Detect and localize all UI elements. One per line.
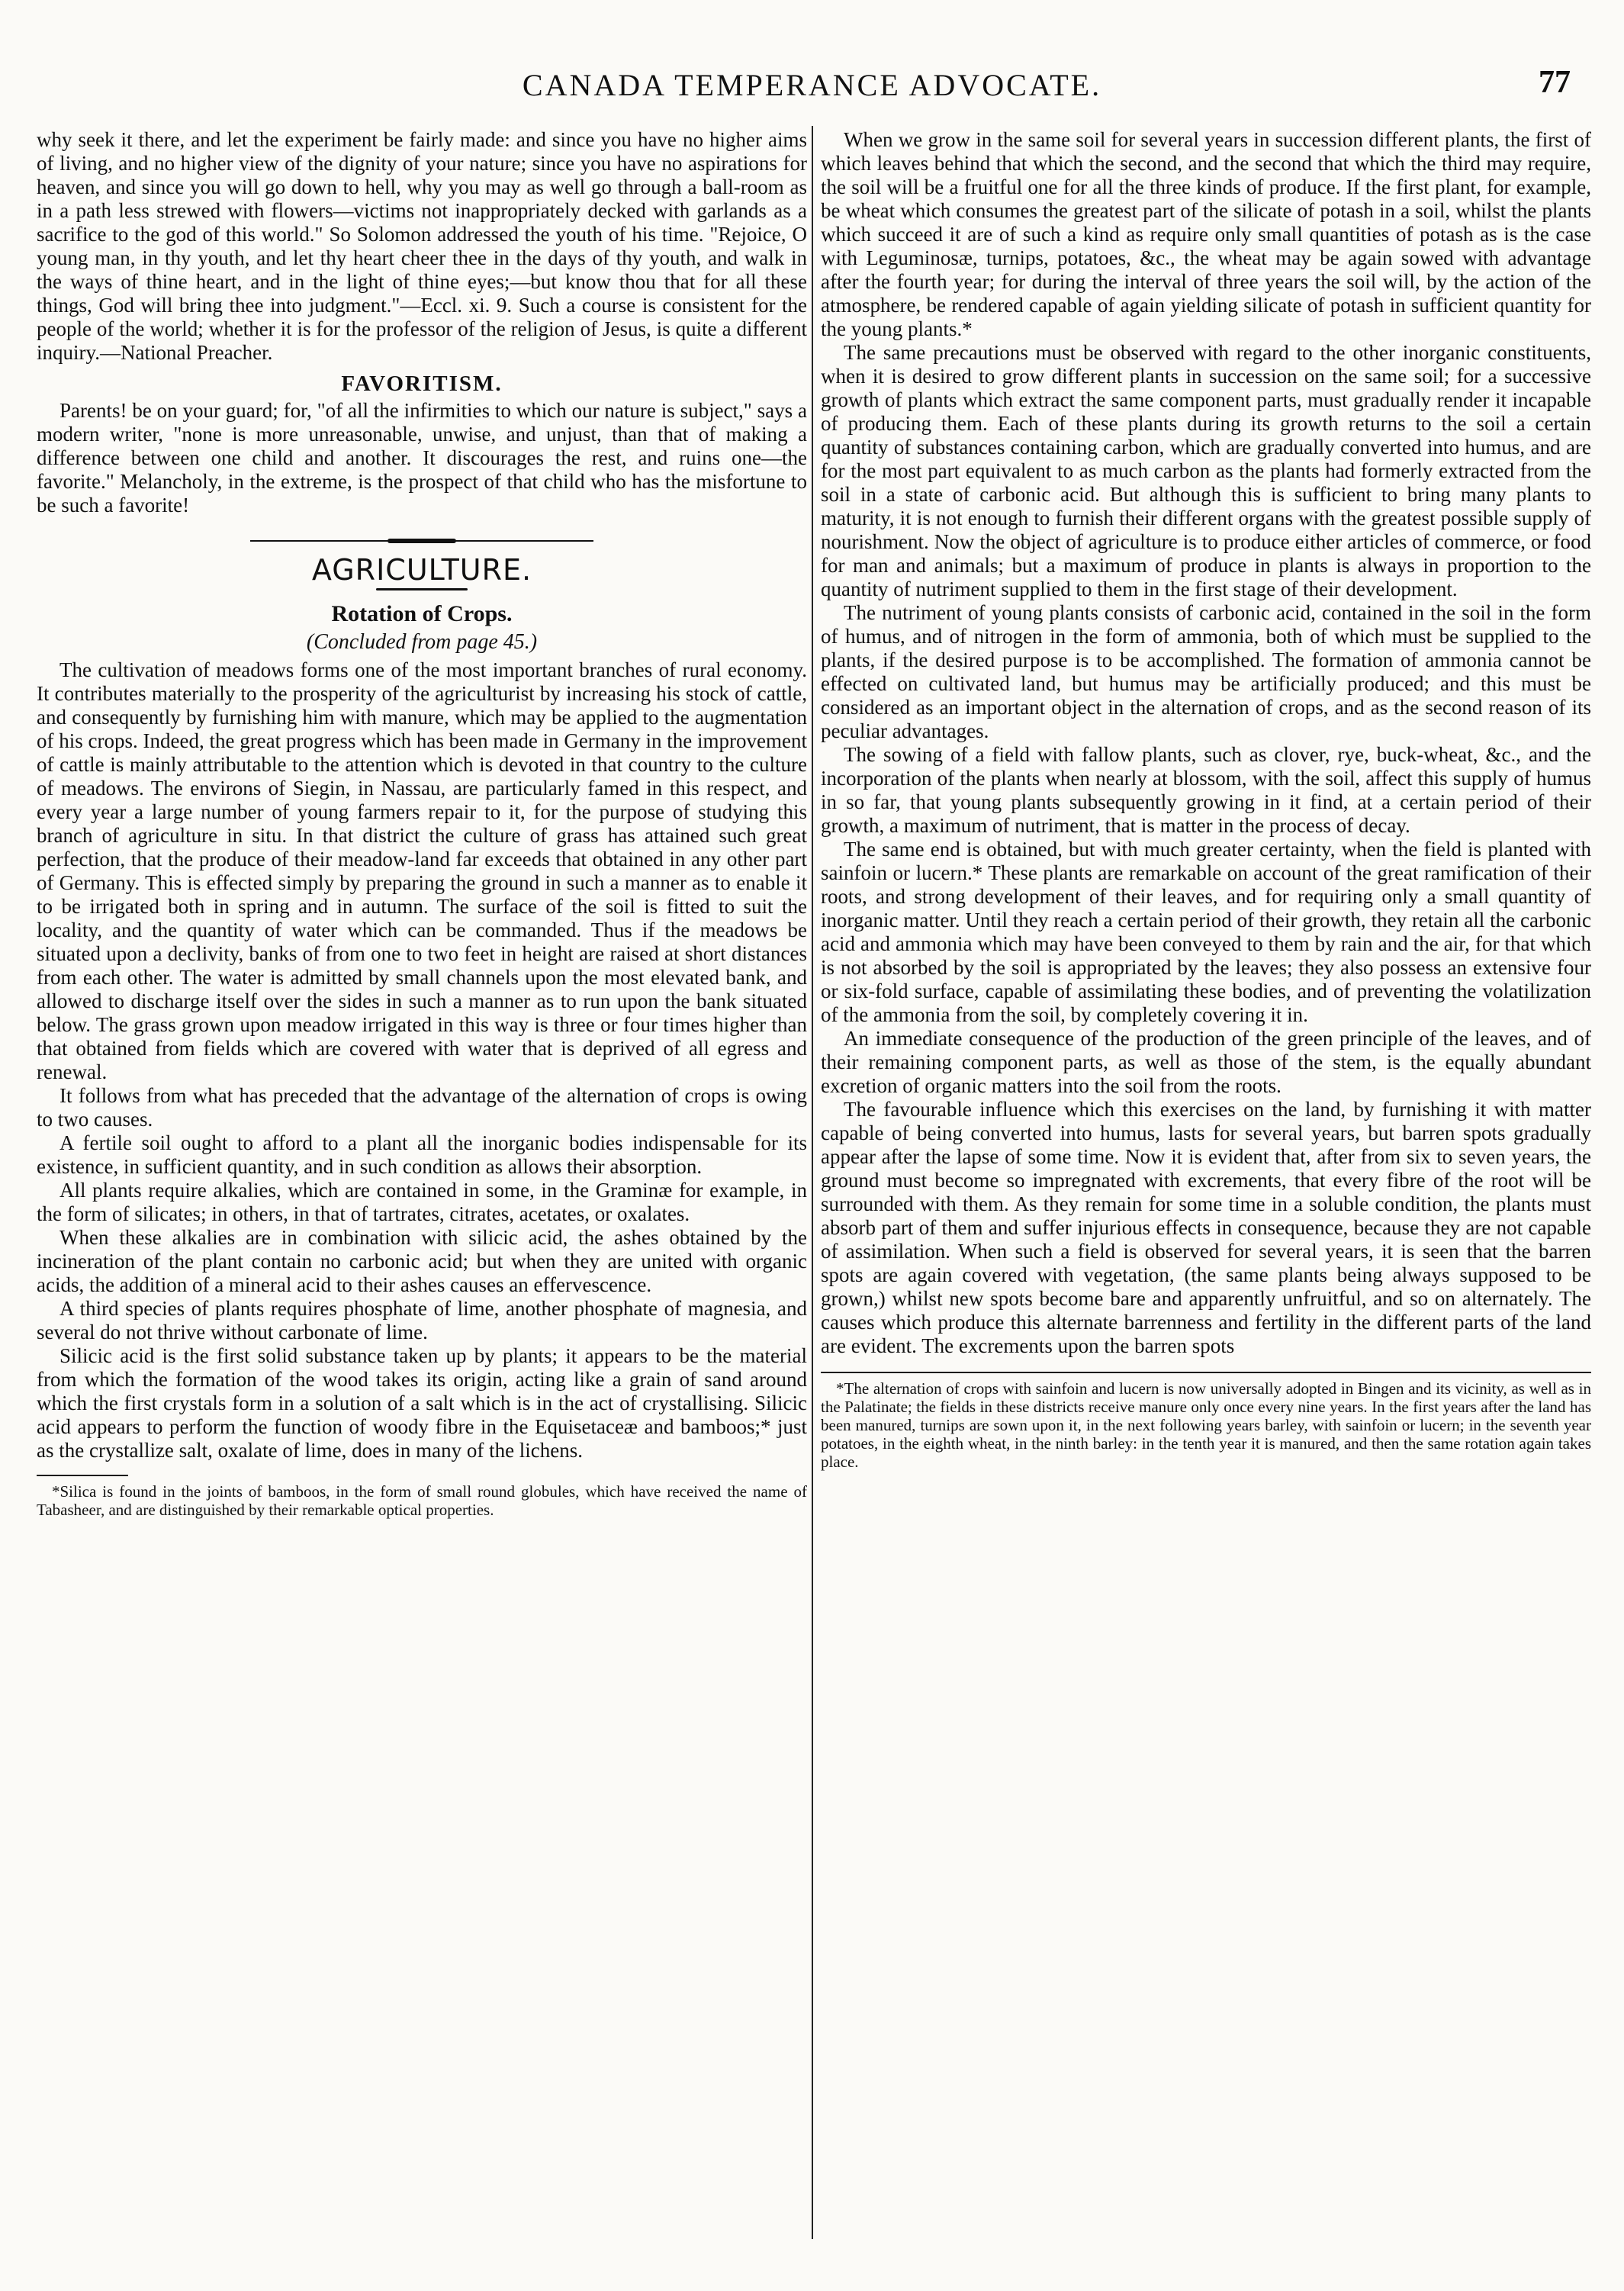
body-paragraph: All plants require alkalies, which are contained in some, in the Graminæ for example, in the form of silicates; in others, in that of tartrates, citrates, acetates, or oxalates.: [37, 1179, 807, 1225]
page-header: [0, 0, 1624, 102]
body-paragraph: When these alkalies are in combination with silicic acid, the ashes obtained by the incineration of the plant contain no carbonic acid; but when they are united with organic acids, the addition of a mineral acid to their ashes causes an effervescence.: [37, 1226, 807, 1296]
footnote-rule: [37, 1475, 128, 1476]
body-paragraph: An immediate consequence of the production of the green principle of the leaves, and of their remaining component parts, as well as those of the stem, is the equally abundant excretion of organic matters into the soil from the roots.: [821, 1027, 1591, 1097]
page-number: 77: [1539, 65, 1571, 100]
favoritism-paragraph: Parents! be on your guard; for, "of all the infirmities to which our nature is subject," says a modern writer, "none is more unreasonable, unwise, and unjust, than that of making a difference between one child and another. It discourages the rest, and ruins one—the favorite." Melancholy, in the extreme, is the prospect of that child who has the misfortune to be such a favorite!: [37, 399, 807, 516]
left-column: [37, 128, 807, 2264]
article-subtitle: (Concluded from page 45.): [306, 630, 538, 654]
section-divider-ornament: [37, 537, 807, 545]
article-title: Rotation of Crops.: [331, 601, 513, 626]
body-paragraph: The sowing of a field with fallow plants, such as clover, rye, buck-wheat, &c., and the incorporation of the plants when nearly at blossom, with the soil, affect this supply of humus in so far, that young plants subsequently growing in it find, at a certain period of their growth, a maximum of nutriment, that is matter in the process of decay.: [821, 743, 1591, 837]
body-paragraph: The cultivation of meadows forms one of the most important branches of rural economy. It contributes materially to the prosperity of the agriculturist by increasing his stock of cattle, and consequently by furnishing him with manure, which may be applied to the augmentation of his crops. Indeed, the great progress which has been made in Germany in the improvement of cattle is mainly attributable to the attention which is devoted in that country to the culture of meadows. The environs of Siegin, in Nassau, are particularly famed in this respect, and every year a large number of young farmers repair to it, for the purpose of studying this branch of agriculture in situ. In that district the culture of grass has attained such great perfection, that the produce of their meadow-land far exceeds that obtained in any other part of Germany. This is effected simply by preparing the ground in such a manner as to enable it to be irrigated both in spring and in autumn. The surface of the soil is fitted to suit the locality, and the quantity of water which can be commanded. Thus if the meadows be situated upon a declivity, banks of from one to two feet in height are raised at short distances from each other. The water is admitted by small channels upon the most elevated bank, and allowed to discharge itself over the sides in such a manner as to run upon the bank situated below. The grass grown upon meadow irrigated in this way is three or four times higher than that obtained from fields which are covered with water that is deprived of all egress and renewal.: [37, 658, 807, 1083]
body-paragraph: The same precautions must be observed with regard to the other inorganic constituents, when it is desired to grow different plants in succession on the same soil; for a successive growth of plants which extract the same component parts, must gradually render it incapable of producing them. Each of these plants during its growth returns to the soil a certain quantity of substances containing carbon, which are gradually converted into humus, and are for the most part equivalent to as much carbon as the plants had formerly extracted from the soil in a state of carbonic acid. But although this is sufficient to bring many plants to maturity, it is not enough to furnish their different organs with the greatest possible supply of nourishment. Now the object of agriculture is to produce either articles of commerce, or food for man and animals; but a maximum of produce in plants is always in proportion to the quantity of nutriment supplied to them in the first stage of their development.: [821, 341, 1591, 600]
body-paragraph: When we grow in the same soil for several years in succession different plants, the first of which leaves behind that which the second, and the second that which the third may require, the soil will be a fruitful one for all the three kinds of produce. If the first plant, for example, be wheat which consumes the greatest part of the silicate of potash in a soil, whilst the plants which succeed it are of such a kind as require only small quantities of potash as is the case with Leguminosæ, turnips, potatoes, &c., the wheat may be again sowed with advantage after the fourth year; for during the interval of three years the soil will, by the action of the atmosphere, be rendered capable of again yielding silicate of potash in sufficient quantity for the young plants.*: [821, 128, 1591, 340]
footnote-rule: [821, 1372, 1591, 1373]
right-column: [821, 128, 1591, 2264]
favoritism-heading: FAVORITISM.: [341, 372, 503, 396]
body-paragraph: The nutriment of young plants consists of carbonic acid, contained in the soil in the form of humus, and of nitrogen in the form of ammonia, both of which must be supplied to the plants, if the desired purpose is to be accomplished. The formation of ammonia cannot be effected on cultivated land, but humus may be artificially produced; and this must be considered as an important object in the alternation of crops, and as the second reason of its peculiar advantages.: [821, 601, 1591, 742]
running-title: CANADA TEMPERANCE ADVOCATE.: [522, 68, 1102, 102]
body-paragraph: The same end is obtained, but with much greater certainty, when the field is planted with sainfoin or lucern.* These plants are remarkable on account of the great ramification of their roots, and strong development of their leaves, and for requiring only a small quantity of inorganic matter. Until they reach a certain period of their growth, they retain all the carbonic acid and ammonia which may have been conveyed to them by rain and the air, for that which is not absorbed by the soil is appropriated by the leaves; they also possess an extensive four or six-fold surface, capable of assimilating these bodies, and of preventing the volatilization of the ammonia from the soil, by completely covering it in.: [821, 838, 1591, 1026]
intro-paragraph: why seek it there, and let the experiment be fairly made: and since you have no higher aims of living, and no higher view of the dignity of your nature; since you have no aspirations for heaven, and since you will go down to hell, why you may as well go through a ball-room as in a path less strewed with flowers—victims not inappropriately decked with garlands as a sacrifice to the god of this world." So Solomon addressed the youth of his time. "Rejoice, O young man, in thy youth, and let thy heart cheer thee in the days of thy youth, and walk in the ways of thine heart, and in the light of thine eyes;—but know thou that for all these things, God will bring thee into judgment."—Eccl. xi. 9. Such a course is consistent for the people of the world; whether it is for the professor of the religion of Jesus, is quite a different inquiry.—National Preacher.: [37, 128, 807, 364]
body-paragraph: It follows from what has preceded that the advantage of the alternation of crops is owing to two causes.: [37, 1084, 807, 1131]
column-divider: [812, 126, 813, 2239]
agriculture-heading: AGRICULTURE.: [311, 553, 532, 587]
small-divider-ornament: [37, 585, 807, 593]
footnote: *Silica is found in the joints of bamboos, in the form of small round globules, which have received the name of Tabasheer, and are distinguished by their remarkable optical properties.: [37, 1482, 807, 1519]
body-paragraph: Silicic acid is the first solid substance taken up by plants; it appears to be the material from which the formation of the wood takes its origin, acting like a grain of sand around which the first crystals form in a solution of a salt which is in the act of crystallising. Silicic acid appears to perform the function of woody fibre in the Equisetaceæ and bamboos;* just as the crystallize salt, oxalate of lime, does in many of the lichens.: [37, 1344, 807, 1462]
body-paragraph: A third species of plants requires phosphate of lime, another phosphate of magnesia, and several do not thrive without carbonate of lime.: [37, 1297, 807, 1343]
body-paragraph: A fertile soil ought to afford to a plant all the inorganic bodies indispensable for its existence, in sufficient quantity, and in such condition as allows their absorption.: [37, 1131, 807, 1178]
footnote: *The alternation of crops with sainfoin and lucern is now universally adopted in Bingen and its vicinity, as well as in the Palatinate; the fields in these districts receive manure only once every nine years. In the first years after the land has been manured, turnips are sown upon it, in the next following years barley, with sainfoin or lucern; in the seventh year potatoes, in the eighth wheat, in the ninth barley: in the tenth year it is manured, and then the same rotation again takes place.: [821, 1379, 1591, 1471]
body-paragraph: The favourable influence which this exercises on the land, by furnishing it with matter capable of being converted into humus, lasts for several years, but barren spots gradually appear after the lapse of some time. Now it is evident that, after from six to seven years, the ground must become so impregnated with excrements, that every fibre of the root will be surrounded with them. As they remain for some time in a soluble condition, the plants must absorb part of them and suffer injurious effects in consequence, because they are not capable of assimilation. When such a field is observed for several years, it is seen that the barren spots are again covered with vegetation, (the same plants being always supposed to be grown,) whilst new spots become bare and apparently unfruitful, and so on alternately. The causes which produce this alternate barrenness and fertility in the different parts of the land are evident. The excrements upon the barren spots: [821, 1098, 1591, 1357]
